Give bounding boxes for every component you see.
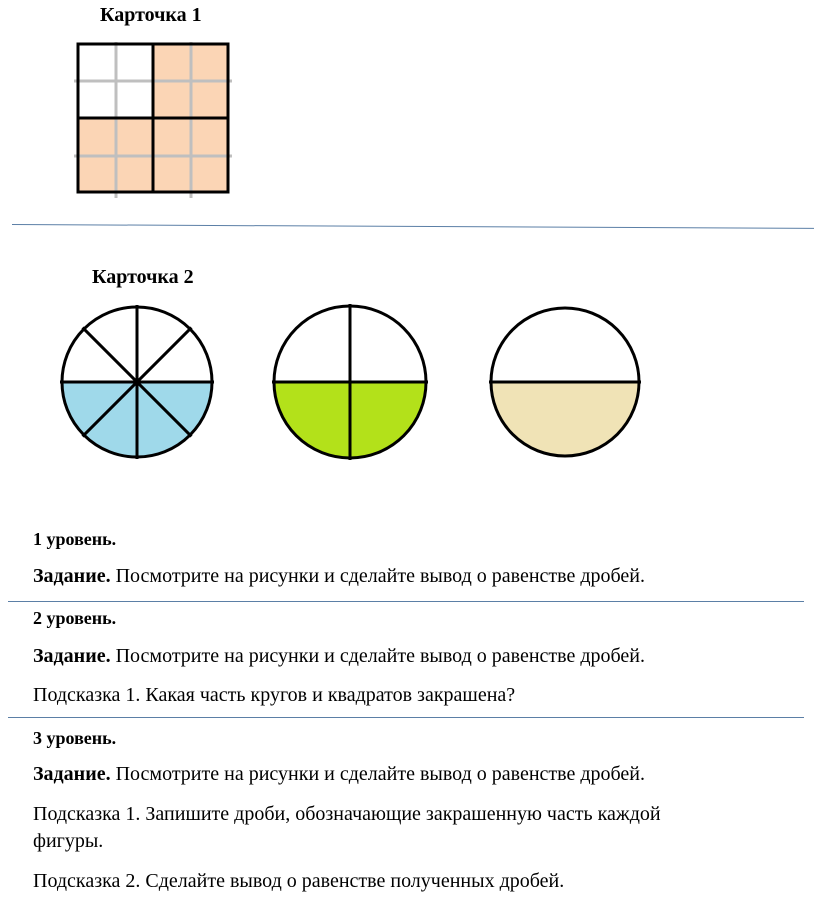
level-3-hint-1: Подсказка 1. Запишите дроби, обозначающие закрашенную часть каждой: [33, 803, 661, 825]
level-2-title: 2 уровень.: [33, 608, 117, 628]
level-3-task: [33, 763, 645, 786]
card2-title: Карточка 2: [92, 266, 194, 288]
level-1-task: [33, 565, 645, 588]
card1-title: Карточка 1: [100, 4, 202, 26]
shaded-sector: [491, 382, 639, 456]
separator-line: [12, 224, 814, 229]
task-label: Задание.: [33, 763, 111, 785]
circle-quarters: [272, 304, 428, 460]
level-2-hint-1: Подсказка 1. Какая часть кругов и квадратов закрашена?: [33, 684, 516, 706]
separator-line: [8, 717, 804, 718]
task-text: Посмотрите на рисунки и сделайте вывод о равенстве дробей.: [110, 565, 646, 587]
level-3-hint-1-continued: фигуры.: [33, 830, 104, 852]
level-3-title: 3 уровень.: [33, 728, 117, 748]
card1-square-figure: [70, 38, 240, 200]
task-text: Посмотрите на рисунки и сделайте вывод о равенстве дробей.: [110, 645, 646, 667]
separator-line: [8, 601, 804, 602]
level-1-title: 1 уровень.: [33, 529, 117, 549]
circle-halves: [489, 308, 641, 456]
level-3-hint-2: Подсказка 2. Сделайте вывод о равенстве полученных дробей.: [33, 870, 565, 892]
task-text: Посмотрите на рисунки и сделайте вывод о равенстве дробей.: [110, 763, 646, 785]
level-2-task: [33, 645, 645, 668]
task-label: Задание.: [33, 645, 111, 667]
task-label: Задание.: [33, 565, 111, 587]
card2-circles-figure: [50, 298, 650, 468]
circle-eighths: [60, 305, 214, 459]
